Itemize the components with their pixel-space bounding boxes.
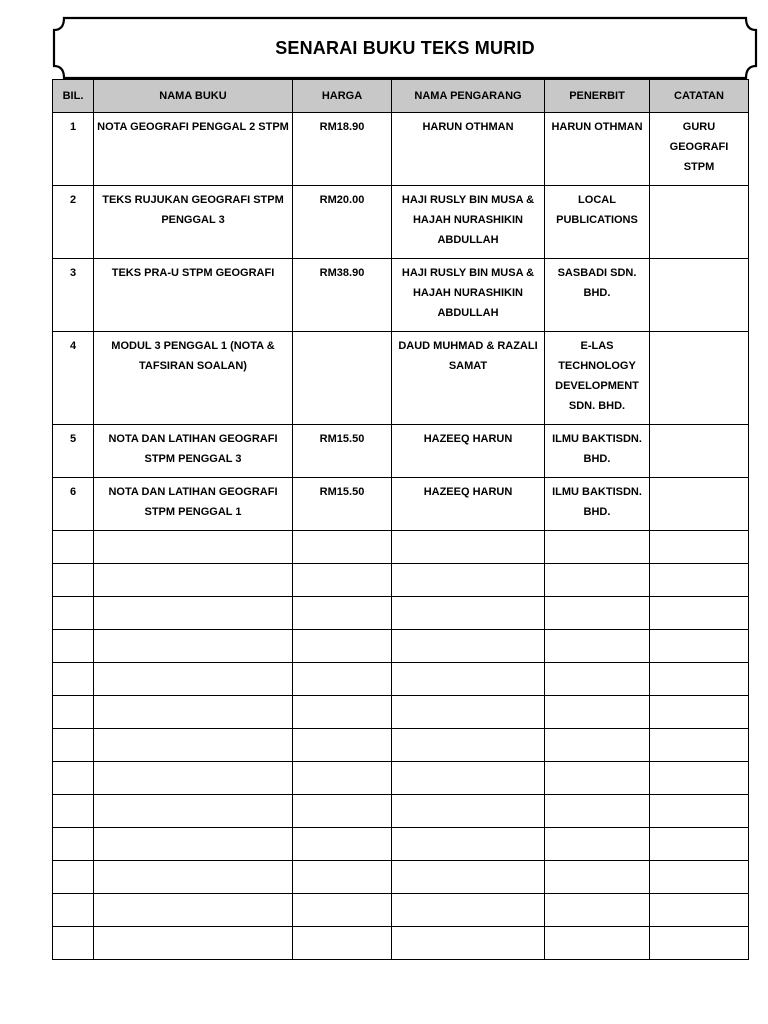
empty-cell (53, 927, 94, 960)
empty-cell (94, 630, 293, 663)
empty-cell (392, 795, 545, 828)
title-banner (52, 16, 758, 80)
empty-cell (293, 729, 392, 762)
empty-cell (392, 597, 545, 630)
empty-cell (293, 861, 392, 894)
empty-cell (94, 729, 293, 762)
empty-cell (392, 927, 545, 960)
empty-cell (293, 927, 392, 960)
empty-cell (392, 564, 545, 597)
empty-cell (392, 861, 545, 894)
empty-cell (650, 861, 749, 894)
empty-table-row (53, 630, 749, 663)
empty-table-row (53, 762, 749, 795)
empty-cell (94, 696, 293, 729)
cell-pengarang: HAZEEQ HARUN (392, 478, 545, 531)
empty-cell (53, 630, 94, 663)
empty-cell (94, 597, 293, 630)
cell-pengarang: HAJI RUSLY BIN MUSA & HAJAH NURASHIKIN ABDULLAH (392, 186, 545, 259)
empty-cell (392, 696, 545, 729)
empty-cell (94, 795, 293, 828)
header-nama-buku: NAMA BUKU (94, 80, 293, 113)
empty-table-row (53, 795, 749, 828)
header-catatan: CATATAN (650, 80, 749, 113)
empty-cell (392, 894, 545, 927)
empty-cell (53, 597, 94, 630)
empty-cell (650, 597, 749, 630)
table-header-row (53, 80, 749, 113)
empty-cell (94, 762, 293, 795)
empty-cell (53, 564, 94, 597)
empty-cell (293, 531, 392, 564)
page-title: SENARAI BUKU TEKS MURID (275, 38, 535, 58)
cell-harga: RM20.00 (293, 186, 392, 259)
empty-cell (545, 597, 650, 630)
empty-cell (392, 828, 545, 861)
empty-cell (293, 894, 392, 927)
empty-cell (53, 894, 94, 927)
cell-penerbit: E-LAS TECHNOLOGY DEVELOPMENT SDN. BHD. (545, 332, 650, 425)
cell-penerbit: ILMU BAKTISDN. BHD. (545, 478, 650, 531)
empty-cell (392, 663, 545, 696)
cell-bil: 3 (53, 259, 94, 332)
table-row (53, 113, 749, 186)
cell-catatan (650, 425, 749, 478)
empty-cell (94, 894, 293, 927)
cell-penerbit: LOCAL PUBLICATIONS (545, 186, 650, 259)
cell-penerbit: ILMU BAKTISDN. BHD. (545, 425, 650, 478)
empty-cell (94, 927, 293, 960)
empty-cell (392, 531, 545, 564)
cell-harga: RM15.50 (293, 425, 392, 478)
empty-cell (650, 729, 749, 762)
cell-nama-buku: TEKS RUJUKAN GEOGRAFI STPM PENGGAL 3 (94, 186, 293, 259)
empty-cell (545, 927, 650, 960)
cell-pengarang: HARUN OTHMAN (392, 113, 545, 186)
empty-cell (293, 762, 392, 795)
empty-cell (53, 696, 94, 729)
empty-cell (545, 795, 650, 828)
empty-cell (53, 663, 94, 696)
empty-cell (650, 762, 749, 795)
header-nama-pengarang: NAMA PENGARANG (392, 80, 545, 113)
empty-cell (545, 564, 650, 597)
empty-cell (94, 663, 293, 696)
empty-cell (293, 564, 392, 597)
empty-cell (392, 630, 545, 663)
empty-cell (545, 762, 650, 795)
empty-cell (650, 531, 749, 564)
empty-cell (94, 861, 293, 894)
cell-bil: 2 (53, 186, 94, 259)
empty-table-row (53, 894, 749, 927)
empty-table-row (53, 597, 749, 630)
empty-cell (293, 630, 392, 663)
empty-cell (650, 795, 749, 828)
empty-cell (94, 531, 293, 564)
empty-cell (53, 729, 94, 762)
cell-catatan: GURU GEOGRAFI STPM (650, 113, 749, 186)
empty-cell (293, 663, 392, 696)
cell-nama-buku: NOTA GEOGRAFI PENGGAL 2 STPM (94, 113, 293, 186)
empty-table-row (53, 564, 749, 597)
table-row (53, 425, 749, 478)
empty-cell (392, 729, 545, 762)
header-bil: BIL. (53, 80, 94, 113)
cell-harga: RM15.50 (293, 478, 392, 531)
empty-cell (545, 663, 650, 696)
header-penerbit: PENERBIT (545, 80, 650, 113)
cell-catatan (650, 332, 749, 425)
empty-cell (650, 564, 749, 597)
empty-cell (293, 597, 392, 630)
empty-table-row (53, 663, 749, 696)
empty-cell (293, 795, 392, 828)
empty-cell (53, 795, 94, 828)
cell-pengarang: HAZEEQ HARUN (392, 425, 545, 478)
empty-cell (53, 828, 94, 861)
cell-nama-buku: TEKS PRA-U STPM GEOGRAFI (94, 259, 293, 332)
cell-harga (293, 332, 392, 425)
empty-table-row (53, 828, 749, 861)
empty-cell (545, 531, 650, 564)
empty-cell (293, 828, 392, 861)
cell-pengarang: DAUD MUHMAD & RAZALI SAMAT (392, 332, 545, 425)
cell-bil: 1 (53, 113, 94, 186)
cell-pengarang: HAJI RUSLY BIN MUSA & HAJAH NURASHIKIN ABDULLAH (392, 259, 545, 332)
empty-cell (293, 696, 392, 729)
empty-cell (650, 630, 749, 663)
table-row (53, 186, 749, 259)
empty-cell (650, 894, 749, 927)
empty-cell (650, 828, 749, 861)
cell-bil: 6 (53, 478, 94, 531)
cell-nama-buku: MODUL 3 PENGGAL 1 (NOTA & TAFSIRAN SOALAN) (94, 332, 293, 425)
empty-table-row (53, 729, 749, 762)
empty-cell (545, 630, 650, 663)
table-row (53, 259, 749, 332)
cell-harga: RM38.90 (293, 259, 392, 332)
cell-penerbit: SASBADI SDN. BHD. (545, 259, 650, 332)
empty-table-row (53, 927, 749, 960)
empty-table-row (53, 696, 749, 729)
cell-catatan (650, 186, 749, 259)
empty-cell (53, 762, 94, 795)
cell-nama-buku: NOTA DAN LATIHAN GEOGRAFI STPM PENGGAL 3 (94, 425, 293, 478)
cell-nama-buku: NOTA DAN LATIHAN GEOGRAFI STPM PENGGAL 1 (94, 478, 293, 531)
cell-bil: 4 (53, 332, 94, 425)
book-list-table (52, 79, 749, 960)
empty-cell (545, 729, 650, 762)
empty-table-row (53, 861, 749, 894)
empty-cell (650, 696, 749, 729)
table-row (53, 478, 749, 531)
empty-cell (53, 861, 94, 894)
empty-cell (545, 894, 650, 927)
cell-harga: RM18.90 (293, 113, 392, 186)
empty-cell (94, 564, 293, 597)
empty-cell (650, 663, 749, 696)
empty-cell (53, 531, 94, 564)
empty-cell (650, 927, 749, 960)
table-row (53, 332, 749, 425)
cell-catatan (650, 478, 749, 531)
cell-bil: 5 (53, 425, 94, 478)
empty-table-row (53, 531, 749, 564)
header-harga: HARGA (293, 80, 392, 113)
empty-cell (545, 696, 650, 729)
cell-catatan (650, 259, 749, 332)
empty-cell (94, 828, 293, 861)
empty-cell (545, 828, 650, 861)
cell-penerbit: HARUN OTHMAN (545, 113, 650, 186)
empty-cell (545, 861, 650, 894)
empty-cell (392, 762, 545, 795)
